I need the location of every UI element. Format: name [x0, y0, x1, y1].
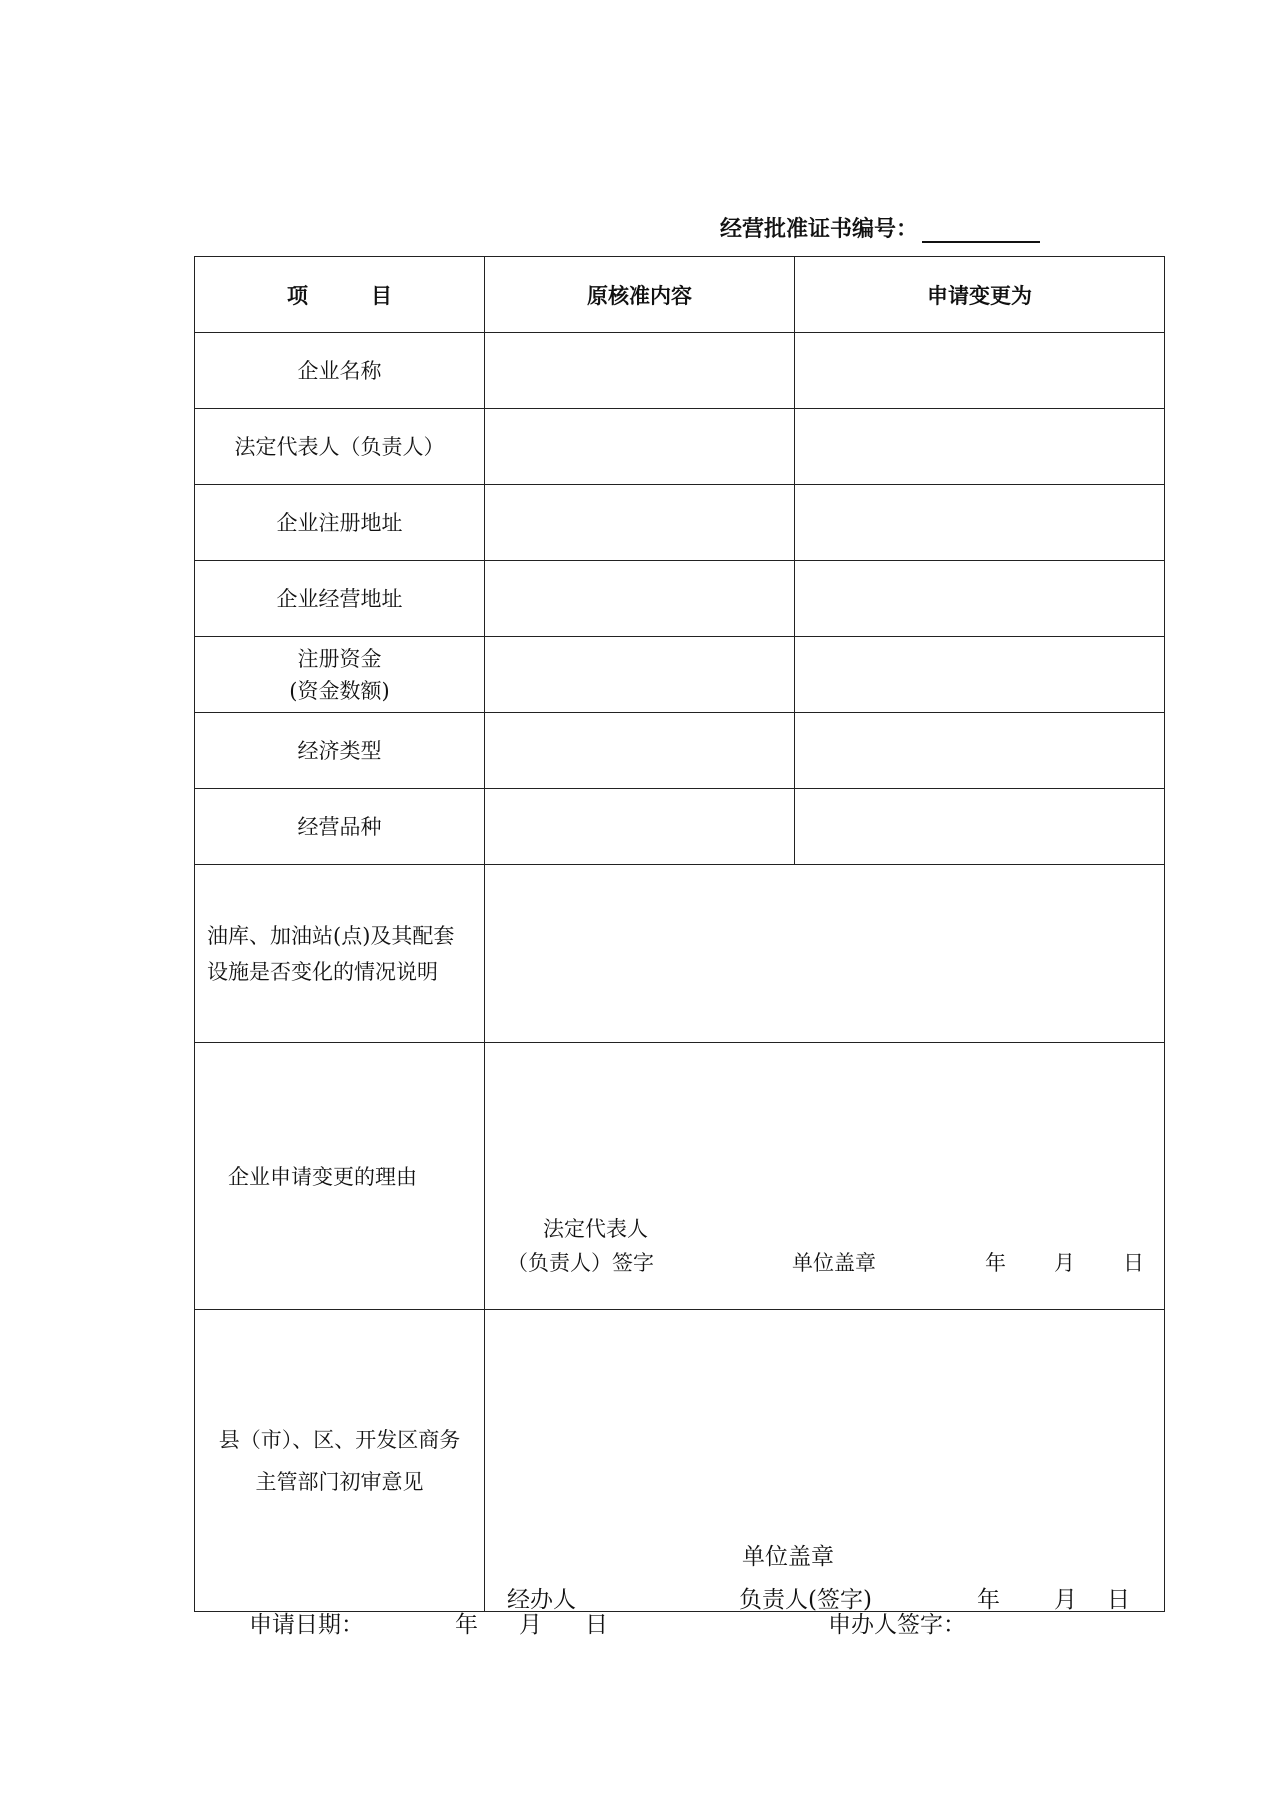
review-month-label: 月 — [1054, 1587, 1077, 1613]
review-label-line1: 县（市）、区、开发区商务 — [218, 1427, 461, 1452]
cell-change-reason[interactable] — [485, 1043, 1165, 1310]
review-label-line2: 主管部门初审意见 — [255, 1469, 424, 1494]
cell-change-registered-capital[interactable] — [795, 637, 1165, 713]
registered-capital-sublabel: (资金数额) — [289, 678, 390, 703]
apply-date-year: 年 — [455, 1612, 478, 1638]
reason-seal-label: 单位盖章 — [792, 1251, 876, 1275]
reason-day-label: 日 — [1123, 1251, 1144, 1275]
table-row — [195, 333, 1165, 409]
cell-change-company-name[interactable] — [795, 333, 1165, 409]
cell-original-registered-capital[interactable] — [485, 637, 795, 713]
cell-initial-review[interactable] — [485, 1310, 1165, 1612]
reason-month-label: 月 — [1054, 1251, 1075, 1275]
reason-year-label: 年 — [985, 1251, 1006, 1275]
row-label-change-reason: 企业申请变更的理由 — [228, 1165, 417, 1189]
review-seal-label: 单位盖章 — [742, 1544, 834, 1570]
table-row — [195, 1043, 1165, 1310]
cell-change-economic-type[interactable] — [795, 713, 1165, 789]
row-label-legal-rep: 法定代表人（负责人） — [195, 409, 485, 485]
applicant-signature-label: 申办人签字： — [828, 1612, 966, 1638]
table-row — [195, 713, 1165, 789]
certificate-number-label: 经营批准证书编号： — [720, 216, 919, 242]
cell-original-business-variety[interactable] — [485, 789, 795, 865]
table-row — [195, 561, 1165, 637]
row-label-registered-capital — [195, 637, 485, 713]
row-label-business-variety: 经营品种 — [195, 789, 485, 865]
row-label-registered-address: 企业注册地址 — [195, 485, 485, 561]
facility-label-line2: 设施是否变化的情况说明 — [207, 959, 438, 984]
cell-original-business-address[interactable] — [485, 561, 795, 637]
header-item: 项 目 — [195, 257, 485, 333]
table-row — [195, 1310, 1165, 1612]
table-header-row — [195, 257, 1165, 333]
row-label-business-address: 企业经营地址 — [195, 561, 485, 637]
apply-date-label: 申请日期： — [249, 1612, 364, 1638]
header-change-to: 申请变更为 — [795, 257, 1165, 333]
table-row — [195, 865, 1165, 1043]
cell-change-business-address[interactable] — [795, 561, 1165, 637]
apply-date-day: 日 — [585, 1612, 608, 1638]
table-row — [195, 637, 1165, 713]
apply-date-month: 月 — [519, 1612, 542, 1638]
row-label-initial-review — [195, 1310, 485, 1612]
row-label-company-name: 企业名称 — [195, 333, 485, 409]
row-label-economic-type: 经济类型 — [195, 713, 485, 789]
certificate-number-line — [720, 212, 1040, 243]
cell-change-legal-rep[interactable] — [795, 409, 1165, 485]
reason-legal-rep-label: 法定代表人 — [543, 1217, 648, 1241]
header-original: 原核准内容 — [485, 257, 795, 333]
cell-original-economic-type[interactable] — [485, 713, 795, 789]
cell-original-registered-address[interactable] — [485, 485, 795, 561]
cell-change-registered-address[interactable] — [795, 485, 1165, 561]
cell-facility-change-description[interactable] — [485, 865, 1165, 1043]
row-label-facility-change — [195, 865, 485, 1043]
row-label-change-reason-cell — [195, 1043, 485, 1310]
cell-change-business-variety[interactable] — [795, 789, 1165, 865]
certificate-number-blank[interactable] — [922, 217, 1040, 243]
facility-label-line1: 油库、加油站(点)及其配套 — [207, 923, 455, 948]
registered-capital-label: 注册资金 — [297, 646, 382, 671]
cell-original-company-name[interactable] — [485, 333, 795, 409]
review-handler-label: 经办人 — [507, 1587, 576, 1613]
cell-original-legal-rep[interactable] — [485, 409, 795, 485]
review-day-label: 日 — [1107, 1587, 1130, 1613]
review-leader-label: 负责人(签字) — [739, 1587, 872, 1613]
reason-signature-label: （负责人）签字 — [507, 1251, 654, 1275]
table-row — [195, 485, 1165, 561]
table-row — [195, 409, 1165, 485]
change-application-table — [194, 256, 1165, 1612]
review-year-label: 年 — [977, 1587, 1000, 1613]
table-row — [195, 789, 1165, 865]
